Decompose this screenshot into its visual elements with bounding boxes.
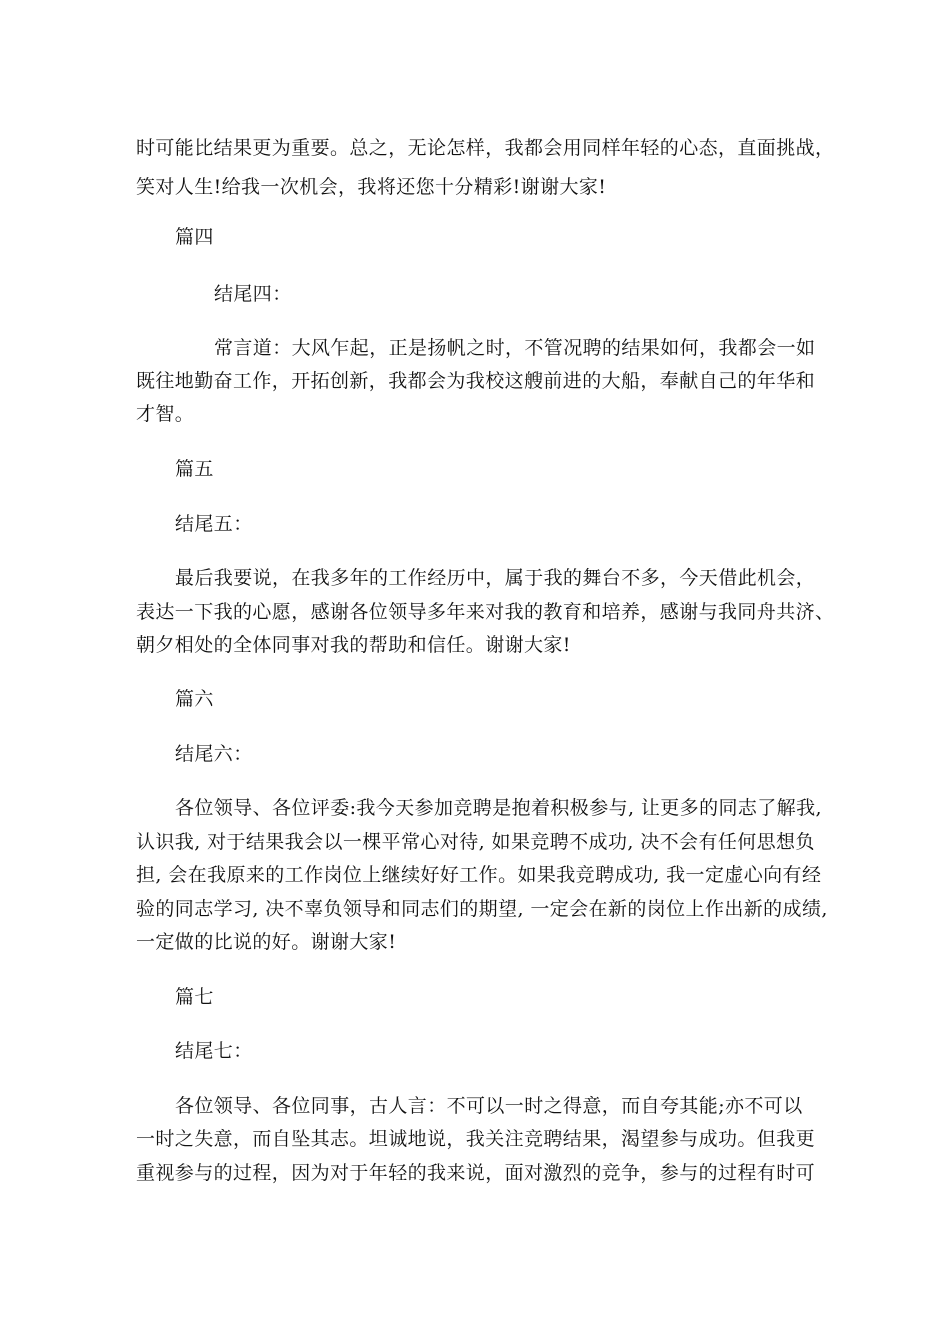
section-heading: 篇四: [175, 226, 214, 248]
paragraph-line: 时可能比结果更为重要。总之，无论怎样，我都会用同样年轻的心态，直面挑战，: [136, 137, 835, 159]
paragraph-line: 朝夕相处的全体同事对我的帮助和信任。谢谢大家!: [136, 634, 571, 656]
paragraph-line: 常言道：大风乍起，正是扬帆之时，不管况聘的结果如何，我都会一如: [214, 337, 816, 359]
paragraph-line: 重视参与的过程，因为对于年轻的我来说，面对激烈的竞争，参与的过程有时可: [136, 1162, 816, 1184]
section-heading: 篇六: [175, 688, 214, 710]
paragraph-line: 才智。: [136, 403, 195, 425]
section-subheading: 结尾七：: [175, 1040, 253, 1062]
paragraph-line: 担, 会在我原来的工作岗位上继续好好工作。如果我竞聘成功, 我一定虚心向有经: [136, 864, 822, 886]
paragraph-line: 最后我要说，在我多年的工作经历中，属于我的舞台不多，今天借此机会，: [175, 567, 816, 589]
section-subheading: 结尾五：: [175, 513, 253, 535]
section-subheading: 结尾四：: [214, 283, 292, 305]
section-heading: 篇五: [175, 458, 214, 480]
paragraph-line: 各位领导、各位同事，古人言：不可以一时之得意，而自夸其能;亦不可以: [175, 1095, 803, 1117]
paragraph-line: 验的同志学习, 决不辜负领导和同志们的期望, 一定会在新的岗位上作出新的成绩,: [136, 898, 828, 920]
section-subheading: 结尾六：: [175, 743, 253, 765]
paragraph-line: 一时之失意，而自坠其志。坦诚地说，我关注竞聘结果，渴望参与成功。但我更: [136, 1128, 816, 1150]
paragraph-line: 一定做的比说的好。谢谢大家!: [136, 931, 397, 953]
section-heading: 篇七: [175, 986, 214, 1008]
paragraph-line: 各位领导、各位评委:我今天参加竞聘是抱着积极参与, 让更多的同志了解我,: [175, 797, 822, 819]
paragraph-line: 既往地勤奋工作，开拓创新，我都会为我校这艘前进的大船，奉献自己的年华和: [136, 370, 816, 392]
paragraph-line: 笑对人生!给我一次机会，我将还您十分精彩!谢谢大家!: [136, 176, 607, 198]
paragraph-line: 认识我, 对于结果我会以一棵平常心对待, 如果竞聘不成功, 决不会有任何思想负: [136, 831, 815, 853]
paragraph-line: 表达一下我的心愿，感谢各位领导多年来对我的教育和培养，感谢与我同舟共济、: [136, 601, 835, 623]
